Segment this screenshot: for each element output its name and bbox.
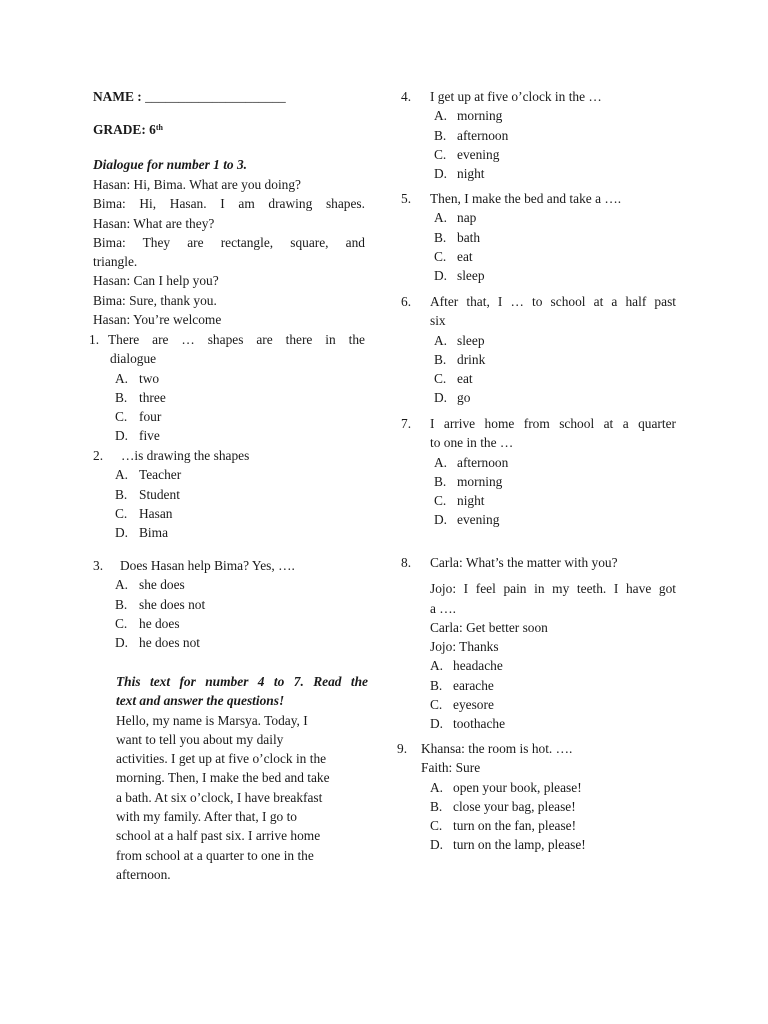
dialogue-line: Hasan: Can I help you? bbox=[93, 273, 219, 289]
question-3 bbox=[93, 556, 365, 652]
question-number: 3. bbox=[93, 558, 104, 573]
option-b[interactable]: B. afternoon bbox=[434, 127, 509, 143]
option-c[interactable]: C. four bbox=[115, 409, 162, 425]
option-d[interactable]: D. evening bbox=[434, 512, 500, 528]
question-8 bbox=[401, 553, 676, 734]
option-c[interactable]: C. evening bbox=[434, 146, 500, 162]
option-b[interactable]: B. bath bbox=[434, 229, 481, 245]
option-c[interactable]: C. night bbox=[434, 493, 485, 509]
question-text: …is drawing the shapes bbox=[121, 448, 250, 463]
option-d[interactable]: D. go bbox=[434, 390, 471, 406]
reading-line: school at a half past six. I arrive home bbox=[116, 828, 321, 844]
dialogue-line: Bima: Hi, Hasan. I am drawing shapes. bbox=[93, 196, 365, 212]
option-d[interactable]: D. turn on the lamp, please! bbox=[430, 837, 586, 853]
option-c[interactable]: C. eat bbox=[434, 371, 473, 387]
question-1 bbox=[89, 330, 365, 446]
option-b[interactable]: B. she does not bbox=[115, 596, 206, 612]
option-c[interactable]: C. eyesore bbox=[430, 697, 494, 713]
dialogue-title: Dialogue for number 1 to 3. bbox=[93, 157, 248, 172]
reading-section bbox=[116, 672, 368, 884]
option-b[interactable]: B. close your bag, please! bbox=[430, 798, 576, 814]
question-9 bbox=[397, 739, 677, 855]
option-d[interactable]: D. he does not bbox=[115, 635, 200, 651]
option-a[interactable]: A. two bbox=[115, 370, 160, 386]
question-text: six bbox=[430, 313, 446, 329]
dialogue-line: Bima: Sure, thank you. bbox=[93, 292, 217, 308]
reading-title: text and answer the questions! bbox=[116, 693, 285, 709]
question-number: 5. bbox=[401, 191, 412, 206]
question-number: 4. bbox=[401, 89, 412, 104]
reading-line: from school at a quarter to one in the bbox=[116, 847, 314, 863]
option-b[interactable]: B. Student bbox=[115, 486, 180, 502]
dialog-line: Carla: Get better soon bbox=[430, 619, 548, 635]
option-a[interactable]: A. headache bbox=[430, 658, 503, 674]
reading-line: activities. I get up at five o’clock in the bbox=[116, 751, 327, 767]
reading-line: with my family. After that, I go to bbox=[116, 809, 297, 825]
grade-field bbox=[93, 120, 163, 139]
option-a[interactable]: A. open your book, please! bbox=[430, 779, 582, 795]
dialog-line: a …. bbox=[430, 600, 457, 616]
reading-line: a bath. At six o’clock, I have breakfast bbox=[116, 789, 323, 805]
question-text: dialogue bbox=[110, 351, 157, 367]
option-a[interactable]: A. Teacher bbox=[115, 467, 182, 483]
option-b[interactable]: B. drink bbox=[434, 351, 486, 367]
option-a[interactable]: A. morning bbox=[434, 108, 503, 124]
question-7 bbox=[401, 414, 676, 530]
reading-title: This text for number 4 to 7. Read the bbox=[116, 674, 368, 689]
option-c[interactable]: C. he does bbox=[115, 615, 180, 631]
reading-line: want to tell you about my daily bbox=[116, 731, 284, 747]
question-text: Khansa: the room is hot. …. bbox=[421, 741, 573, 756]
question-6 bbox=[401, 292, 676, 408]
option-d[interactable]: D. five bbox=[115, 428, 160, 444]
dialogue-line: Hasan: Hi, Bima. What are you doing? bbox=[93, 177, 301, 192]
option-d[interactable]: D. toothache bbox=[430, 716, 506, 732]
option-c[interactable]: C. eat bbox=[434, 248, 473, 264]
question-2 bbox=[93, 446, 365, 542]
dialog-line: Faith: Sure bbox=[421, 760, 481, 776]
option-a[interactable]: A. nap bbox=[434, 210, 477, 226]
dialogue-line: Hasan: You’re welcome bbox=[93, 312, 222, 328]
question-number: 8. bbox=[401, 555, 412, 570]
name-blank[interactable]: _____________________ bbox=[145, 89, 286, 104]
question-5 bbox=[401, 189, 676, 285]
name-label: NAME : bbox=[93, 89, 142, 104]
dialogue-lines bbox=[93, 175, 365, 329]
question-text: Does Hasan help Bima? Yes, …. bbox=[120, 558, 295, 573]
question-text: Then, I make the bed and take a …. bbox=[430, 191, 622, 206]
dialogue-line: triangle. bbox=[93, 254, 138, 270]
question-number: 1. bbox=[89, 332, 100, 347]
question-text: There are … shapes are there in the bbox=[108, 332, 365, 347]
option-b[interactable]: B. morning bbox=[434, 473, 503, 489]
dialog-line: Jojo: I feel pain in my teeth. I have got bbox=[430, 581, 676, 597]
question-text: I arrive home from school at a quarter bbox=[430, 416, 676, 431]
dialogue-line: Bima: They are rectangle, square, and bbox=[93, 234, 365, 250]
question-text: After that, I … to school at a half past bbox=[430, 294, 676, 309]
dialog-line: Jojo: Thanks bbox=[430, 639, 499, 655]
option-a[interactable]: A. she does bbox=[115, 577, 185, 593]
question-number: 2. bbox=[93, 448, 104, 463]
question-number: 7. bbox=[401, 416, 412, 431]
reading-line: afternoon. bbox=[116, 866, 171, 882]
option-c[interactable]: C. turn on the fan, please! bbox=[430, 818, 577, 834]
grade-superscript: th bbox=[155, 123, 163, 132]
option-d[interactable]: D. Bima bbox=[115, 525, 169, 541]
option-b[interactable]: B. earache bbox=[430, 677, 494, 693]
question-number: 9. bbox=[397, 741, 408, 756]
question-text: to one in the … bbox=[430, 435, 514, 451]
question-text: I get up at five o’clock in the … bbox=[430, 89, 602, 104]
option-b[interactable]: B. three bbox=[115, 389, 166, 405]
name-field bbox=[93, 87, 286, 106]
option-a[interactable]: A. sleep bbox=[434, 332, 485, 348]
option-d[interactable]: D. night bbox=[434, 166, 485, 182]
option-c[interactable]: C. Hasan bbox=[115, 505, 173, 521]
grade-label: GRADE: 6 bbox=[93, 122, 156, 137]
reading-line: Hello, my name is Marsya. Today, I bbox=[116, 712, 308, 728]
question-4 bbox=[401, 87, 676, 183]
question-number: 6. bbox=[401, 294, 412, 309]
question-text: Carla: What’s the matter with you? bbox=[430, 555, 618, 570]
option-d[interactable]: D. sleep bbox=[434, 268, 485, 284]
reading-line: morning. Then, I make the bed and take bbox=[116, 770, 330, 786]
dialogue-line: Hasan: What are they? bbox=[93, 215, 215, 231]
option-a[interactable]: A. afternoon bbox=[434, 454, 509, 470]
